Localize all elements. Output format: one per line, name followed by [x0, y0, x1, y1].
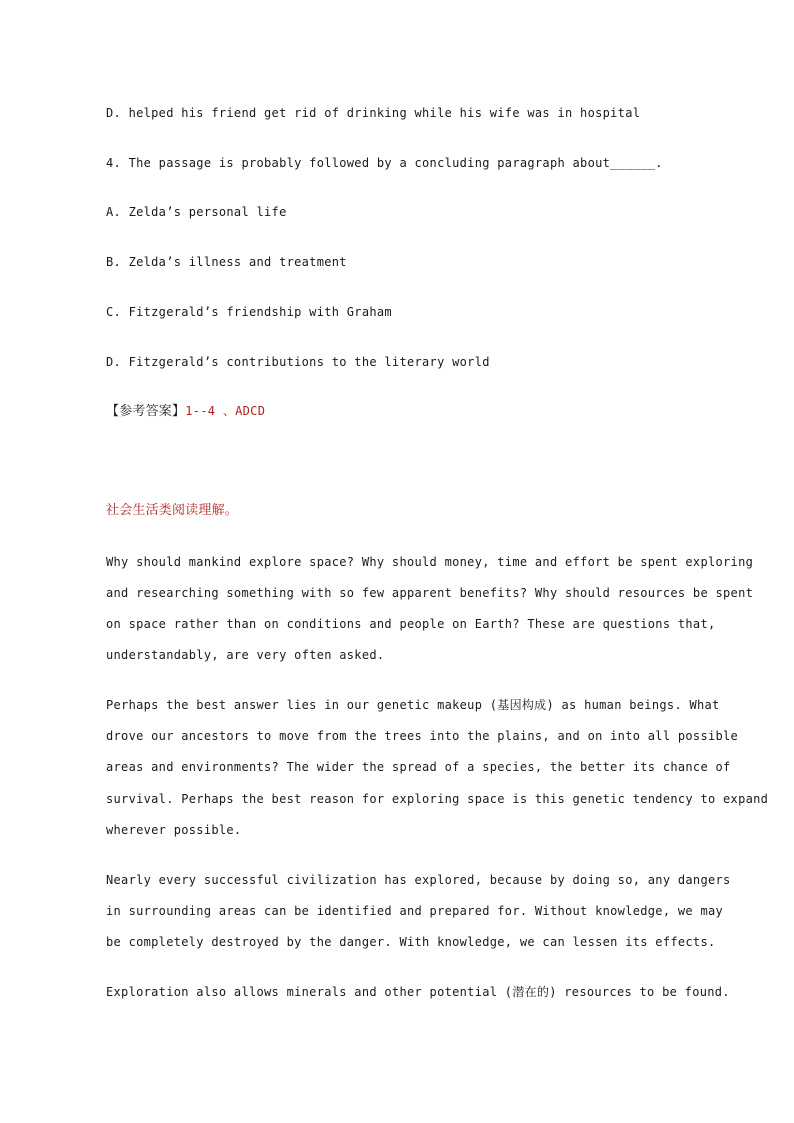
passage-p2-line-3: areas and environments? The wider the spread of a species, the better its chance of [106, 760, 731, 774]
q4-option-d: D. Fitzgerald’s contributions to the literary world [106, 355, 490, 369]
answer-key [106, 403, 265, 420]
passage-p3-line-2: in surrounding areas can be identified and prepared for. Without knowledge, we may [106, 904, 724, 918]
passage-p2-line-2: drove our ancestors to move from the trees into the plains, and on into all possible [106, 729, 739, 743]
passage-p1-line-4: understandably, are very often asked. [106, 648, 385, 662]
q3-option-d: D. helped his friend get rid of drinking while his wife was in hospital [106, 106, 641, 120]
passage-p2-line-4: survival. Perhaps the best reason for exploring space is this genetic tendency to expand [106, 792, 769, 806]
passage-p3-line-1: Nearly every successful civilization has explored, because by doing so, any dangers [106, 873, 731, 887]
q4-option-c: C. Fitzgerald’s friendship with Graham [106, 305, 392, 319]
q4-option-b: B. Zelda’s illness and treatment [106, 255, 347, 269]
passage-p2-line-1: Perhaps the best answer lies in our genetic makeup (基因构成) as human beings. What [106, 698, 720, 712]
passage-p1-line-1: Why should mankind explore space? Why should money, time and effort be spent exploring [106, 555, 754, 569]
passage-p4-line-1: Exploration also allows minerals and other potential (潜在的) resources to be found. [106, 985, 730, 999]
passage-p3-line-3: be completely destroyed by the danger. With knowledge, we can lessen its effects. [106, 935, 716, 949]
q4-stem: 4. The passage is probably followed by a concluding paragraph about______. [106, 156, 663, 170]
answer-key-value: 1--4 、ADCD [185, 404, 266, 418]
passage-p1-line-2: and researching something with so few apparent benefits? Why should resources be spent [106, 586, 754, 600]
q4-option-a: A. Zelda’s personal life [106, 205, 287, 219]
passage-p1-line-3: on space rather than on conditions and people on Earth? These are questions that, [106, 617, 716, 631]
passage-p2-line-5: wherever possible. [106, 823, 242, 837]
section-title: 社会生活类阅读理解。 [106, 503, 239, 518]
answer-key-label: 【参考答案】 [106, 404, 186, 419]
